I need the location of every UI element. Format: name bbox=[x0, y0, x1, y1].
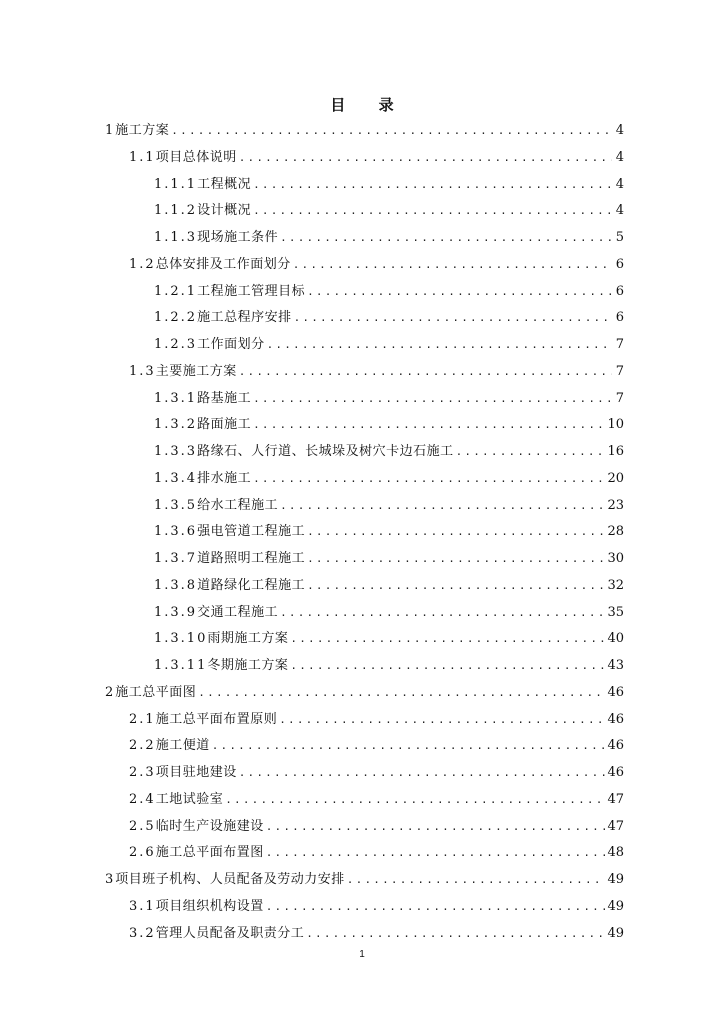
toc-dot-leader bbox=[253, 466, 605, 493]
toc-entry-label: 道路绿化工程施工 bbox=[197, 577, 306, 593]
toc-entry-number: 1.1.1 bbox=[154, 176, 198, 192]
toc-entry-page: 7 bbox=[615, 337, 624, 352]
toc-dot-leader bbox=[307, 573, 605, 600]
toc-dot-leader bbox=[347, 867, 606, 894]
toc-entry-page: 6 bbox=[615, 256, 624, 272]
toc-entry-label: 设计概况 bbox=[197, 203, 252, 219]
toc-entry-number: 3.1 bbox=[129, 898, 156, 914]
toc-entry-number: 1.2.1 bbox=[154, 283, 198, 299]
toc-entry-label: 冬期施工方案 bbox=[207, 658, 289, 673]
toc-entry[interactable] bbox=[105, 707, 624, 734]
toc-dot-leader bbox=[198, 680, 605, 707]
toc-entry-label: 主要施工方案 bbox=[155, 363, 237, 379]
toc-entry-page: 20 bbox=[607, 470, 624, 486]
toc-entry-label: 现场施工条件 bbox=[197, 230, 279, 245]
toc-dot-leader bbox=[239, 359, 612, 386]
toc-entry-label: 强电管道工程施工 bbox=[197, 524, 306, 540]
toc-entry[interactable] bbox=[105, 867, 624, 894]
toc-entry[interactable] bbox=[105, 279, 624, 306]
toc-dot-leader bbox=[307, 279, 612, 306]
toc-entry[interactable] bbox=[105, 145, 624, 172]
toc-entry-number: 1.3.10 bbox=[154, 631, 208, 647]
toc-dot-leader bbox=[239, 145, 612, 172]
toc-dot-leader bbox=[253, 172, 612, 199]
toc-entry[interactable] bbox=[105, 332, 624, 359]
toc-entry-number: 1.3.4 bbox=[154, 470, 198, 486]
toc-entry-number: 2.6 bbox=[129, 845, 156, 861]
toc-entry-number: 1.3.7 bbox=[154, 551, 198, 566]
toc-entry-label: 工作面划分 bbox=[197, 337, 265, 352]
toc-dot-leader bbox=[280, 225, 612, 252]
toc-dot-leader bbox=[294, 305, 612, 332]
toc-dot-leader bbox=[280, 493, 605, 520]
table-of-contents bbox=[105, 118, 624, 947]
toc-entry-page: 49 bbox=[607, 925, 624, 941]
toc-entry-page: 46 bbox=[607, 684, 624, 700]
toc-entry-page: 5 bbox=[615, 230, 624, 245]
toc-entry[interactable] bbox=[105, 653, 624, 680]
toc-entry-label: 工地试验室 bbox=[155, 791, 224, 807]
toc-entry[interactable] bbox=[105, 814, 624, 841]
toc-entry-page: 46 bbox=[607, 765, 624, 780]
toc-entry-page: 32 bbox=[607, 577, 624, 593]
toc-entry-page: 6 bbox=[615, 283, 624, 299]
toc-entry-page: 46 bbox=[607, 738, 624, 754]
toc-entry-page: 7 bbox=[615, 390, 624, 406]
toc-entry-page: 28 bbox=[607, 524, 624, 540]
toc-entry-page: 10 bbox=[607, 417, 624, 433]
toc-dot-leader bbox=[253, 412, 605, 439]
toc-entry-number: 1.2.3 bbox=[154, 337, 198, 352]
toc-entry-label: 交通工程施工 bbox=[197, 604, 279, 620]
toc-entry-label: 总体安排及工作面划分 bbox=[155, 256, 291, 272]
toc-entry-label: 项目组织机构设置 bbox=[155, 898, 264, 914]
toc-entry-number: 2.4 bbox=[129, 791, 156, 807]
toc-entry-page: 35 bbox=[607, 604, 624, 620]
toc-dot-leader bbox=[212, 733, 606, 760]
toc-entry[interactable] bbox=[105, 359, 624, 386]
toc-entry-page: 48 bbox=[607, 845, 624, 861]
toc-entry-page: 6 bbox=[615, 310, 624, 326]
toc-dot-leader bbox=[253, 198, 612, 225]
toc-entry-page: 16 bbox=[607, 444, 624, 459]
toc-dot-leader bbox=[307, 546, 605, 573]
toc-entry-label: 项目驻地建设 bbox=[155, 765, 237, 780]
toc-entry[interactable] bbox=[105, 412, 624, 439]
toc-entry[interactable] bbox=[105, 546, 624, 573]
toc-entry[interactable] bbox=[105, 439, 624, 466]
toc-dot-leader bbox=[266, 894, 606, 921]
toc-dot-leader bbox=[306, 921, 605, 948]
toc-entry-label: 项目班子机构、人员配备及劳动力安排 bbox=[115, 872, 345, 887]
toc-entry[interactable] bbox=[105, 493, 624, 520]
toc-entry-number: 1.1 bbox=[129, 149, 156, 165]
toc-entry-label: 道路照明工程施工 bbox=[197, 551, 306, 566]
toc-entry-page: 4 bbox=[615, 203, 624, 219]
toc-entry-label: 给水工程施工 bbox=[197, 497, 279, 513]
toc-entry-number: 3 bbox=[105, 872, 116, 887]
toc-dot-leader bbox=[266, 814, 606, 841]
toc-entry-number: 2 bbox=[105, 684, 116, 700]
toc-entry-page: 47 bbox=[607, 818, 624, 834]
toc-entry-label: 路面施工 bbox=[197, 417, 252, 433]
toc-entry-number: 2.1 bbox=[129, 711, 156, 727]
toc-dot-leader bbox=[290, 626, 605, 653]
toc-dot-leader bbox=[239, 760, 606, 787]
toc-dot-leader bbox=[293, 252, 612, 279]
toc-entry[interactable] bbox=[105, 466, 624, 493]
toc-entry-number: 1.3.6 bbox=[154, 524, 198, 540]
toc-entry-page: 46 bbox=[607, 711, 624, 727]
toc-entry[interactable] bbox=[105, 733, 624, 760]
toc-entry[interactable] bbox=[105, 760, 624, 787]
toc-entry[interactable] bbox=[105, 252, 624, 279]
toc-entry-label: 施工总平面布置原则 bbox=[155, 711, 278, 727]
toc-entry-number: 1.3.2 bbox=[154, 417, 198, 433]
toc-entry-label: 路缘石、人行道、长城垛及树穴卡边石施工 bbox=[197, 444, 454, 459]
toc-entry[interactable] bbox=[105, 198, 624, 225]
toc-entry[interactable] bbox=[105, 626, 624, 653]
toc-dot-leader bbox=[266, 840, 606, 867]
toc-entry[interactable] bbox=[105, 386, 624, 413]
toc-entry[interactable] bbox=[105, 680, 624, 707]
toc-entry-number: 1 bbox=[105, 123, 116, 138]
toc-entry-number: 1.3.8 bbox=[154, 577, 198, 593]
toc-entry[interactable] bbox=[105, 519, 624, 546]
toc-entry[interactable] bbox=[105, 225, 624, 252]
toc-entry-page: 49 bbox=[607, 872, 624, 887]
toc-dot-leader bbox=[456, 439, 606, 466]
toc-entry[interactable] bbox=[105, 787, 624, 814]
toc-entry-page: 23 bbox=[607, 497, 624, 513]
toc-dot-leader bbox=[225, 787, 605, 814]
toc-entry-page: 4 bbox=[615, 176, 624, 192]
toc-entry-label: 排水施工 bbox=[197, 470, 252, 486]
toc-entry[interactable] bbox=[105, 305, 624, 332]
toc-entry-label: 施工便道 bbox=[155, 738, 210, 754]
toc-entry-number: 1.3 bbox=[129, 363, 156, 379]
toc-entry-page: 4 bbox=[615, 149, 624, 165]
toc-dot-leader bbox=[307, 519, 605, 546]
toc-entry[interactable] bbox=[105, 573, 624, 600]
toc-entry[interactable] bbox=[105, 600, 624, 627]
toc-entry-label: 施工方案 bbox=[115, 123, 170, 138]
toc-entry-number: 1.3.11 bbox=[154, 658, 208, 673]
page-number: 1 bbox=[359, 949, 365, 960]
toc-entry-page: 40 bbox=[607, 631, 624, 647]
toc-entry-label: 项目总体说明 bbox=[155, 149, 237, 165]
toc-entry-number: 1.3.3 bbox=[154, 444, 198, 459]
toc-entry-label: 路基施工 bbox=[197, 390, 252, 406]
toc-entry-number: 2.2 bbox=[129, 738, 156, 754]
toc-entry-page: 49 bbox=[607, 898, 624, 914]
toc-dot-leader bbox=[267, 332, 612, 359]
toc-entry-number: 1.3.5 bbox=[154, 497, 198, 513]
toc-entry-number: 2.5 bbox=[129, 818, 156, 834]
toc-entry-label: 雨期施工方案 bbox=[207, 631, 289, 647]
toc-dot-leader bbox=[171, 118, 612, 145]
toc-entry-label: 施工总程序安排 bbox=[197, 310, 292, 326]
toc-entry-number: 1.1.2 bbox=[154, 203, 198, 219]
toc-entry-page: 4 bbox=[615, 123, 624, 138]
toc-entry[interactable] bbox=[105, 921, 624, 948]
toc-entry-number: 1.2.2 bbox=[154, 310, 198, 326]
toc-entry-label: 管理人员配备及职责分工 bbox=[155, 925, 305, 941]
toc-entry-number: 3.2 bbox=[129, 925, 156, 941]
toc-entry-number: 2.3 bbox=[129, 765, 156, 780]
toc-title: 目 录 bbox=[330, 96, 408, 114]
toc-entry-page: 47 bbox=[607, 791, 624, 807]
toc-entry[interactable] bbox=[105, 172, 624, 199]
toc-entry-page: 30 bbox=[607, 551, 624, 566]
toc-entry-label: 施工总平面图 bbox=[115, 684, 197, 700]
toc-entry-page: 43 bbox=[607, 658, 624, 673]
toc-dot-leader bbox=[253, 386, 612, 413]
toc-dot-leader bbox=[290, 653, 605, 680]
toc-entry[interactable] bbox=[105, 118, 624, 145]
toc-dot-leader bbox=[279, 707, 605, 734]
toc-entry[interactable] bbox=[105, 840, 624, 867]
toc-entry-number: 1.1.3 bbox=[154, 230, 198, 245]
toc-entry-label: 临时生产设施建设 bbox=[155, 818, 264, 834]
toc-entry-number: 1.3.9 bbox=[154, 604, 198, 620]
toc-dot-leader bbox=[280, 600, 605, 627]
toc-entry-label: 工程施工管理目标 bbox=[197, 283, 306, 299]
toc-entry-page: 7 bbox=[615, 363, 624, 379]
toc-entry-number: 1.3.1 bbox=[154, 390, 198, 406]
toc-entry-number: 1.2 bbox=[129, 256, 156, 272]
toc-entry[interactable] bbox=[105, 894, 624, 921]
toc-entry-label: 施工总平面布置图 bbox=[155, 845, 264, 861]
toc-entry-label: 工程概况 bbox=[197, 176, 252, 192]
